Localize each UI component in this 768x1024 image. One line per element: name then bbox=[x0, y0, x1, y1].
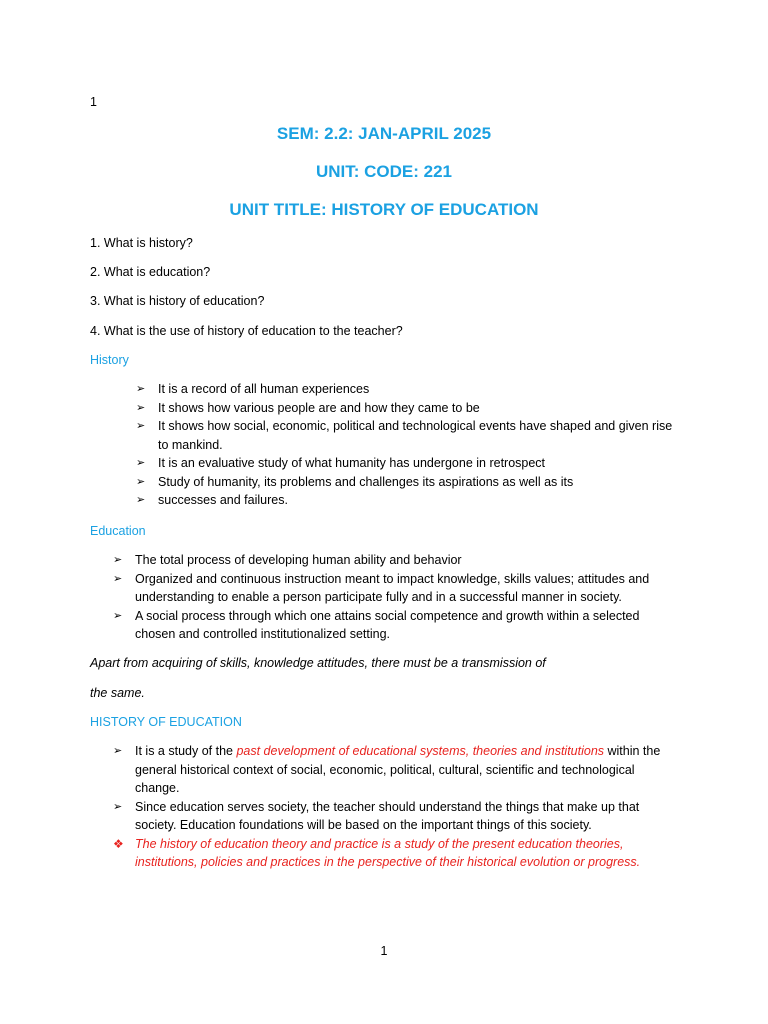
list-item: ➢ It is a study of the past development of educational systems, theories and institutions within the general historical context of social, economic, political, cultural, scientific and technological change. bbox=[113, 744, 661, 795]
arrowhead-bullet-icon: ➢ bbox=[113, 745, 123, 757]
arrowhead-bullet-icon: ➢ bbox=[113, 609, 123, 622]
list-item: ➢ successes and failures. bbox=[136, 491, 681, 510]
history-list bbox=[136, 380, 681, 510]
arrowhead-bullet-icon: ➢ bbox=[136, 475, 146, 488]
list-item: ➢ It shows how social, economic, political and technological events have shaped and given rise to mankind. bbox=[136, 419, 673, 452]
list-item: ➢ It shows how various people are and how they came to be bbox=[136, 399, 681, 418]
education-note-line-2: the same. bbox=[90, 686, 145, 700]
history-of-education-list bbox=[113, 742, 673, 872]
emphasis-text: past development of educational systems, theories and institutions bbox=[236, 744, 605, 758]
unit-code-heading: UNIT: CODE: 221 bbox=[315, 162, 453, 181]
list-item: ➢ Study of humanity, its problems and challenges its aspirations as well as its bbox=[136, 473, 681, 492]
question-3: 3. What is history of education? bbox=[90, 294, 265, 308]
arrowhead-bullet-icon: ➢ bbox=[113, 554, 123, 566]
education-note-line-1: Apart from acquiring of skills, knowledge attitudes, there must be a transmission of bbox=[90, 656, 546, 670]
arrowhead-bullet-icon: ➢ bbox=[136, 401, 146, 414]
arrowhead-bullet-icon: ➢ bbox=[113, 800, 123, 813]
education-section-title: Education bbox=[90, 524, 146, 538]
list-item: ➢ Since education serves society, the teacher should understand the things that make up that society. Education foundations will be based on the important things of this society. bbox=[113, 799, 640, 832]
arrowhead-bullet-icon: ➢ bbox=[136, 383, 146, 395]
unit-title-heading: UNIT TITLE: HISTORY OF EDUCATION bbox=[229, 200, 539, 219]
question-4: 4. What is the use of history of education to the teacher? bbox=[90, 324, 403, 338]
list-item: ➢ A social process through which one attains social competence and growth within a selected chosen and controlled institutionalized setting. bbox=[113, 608, 640, 641]
arrowhead-bullet-icon: ➢ bbox=[136, 457, 146, 469]
four-diamond-bullet-icon: ❖ bbox=[113, 836, 124, 851]
list-item: ❖ The history of education theory and practice is a study of the present education theories, institutions, policies and practices in the perspective of their historical evolution or progress. bbox=[113, 836, 641, 869]
arrowhead-bullet-icon: ➢ bbox=[136, 494, 146, 506]
history-of-education-title: HISTORY OF EDUCATION bbox=[90, 715, 242, 729]
education-list bbox=[113, 551, 673, 644]
arrowhead-bullet-icon: ➢ bbox=[136, 420, 146, 432]
list-item: ➢ The total process of developing human ability and behavior bbox=[113, 551, 673, 570]
list-item: ➢ Organized and continuous instruction meant to impact knowledge, skills values; attitudes and understanding to enable a person participate fully and in a successful manner in society. bbox=[113, 571, 650, 604]
arrowhead-bullet-icon: ➢ bbox=[113, 572, 123, 585]
question-1: 1. What is history? bbox=[90, 236, 193, 250]
page-number-top: 1 bbox=[90, 95, 97, 109]
list-item: ➢ It is an evaluative study of what humanity has undergone in retrospect bbox=[136, 454, 681, 473]
page-number-bottom: 1 bbox=[380, 944, 388, 958]
list-item: ➢ It is a record of all human experiences bbox=[136, 380, 681, 399]
semester-heading: SEM: 2.2: JAN-APRIL 2025 bbox=[276, 124, 492, 143]
history-section-title: History bbox=[90, 353, 129, 367]
question-2: 2. What is education? bbox=[90, 265, 211, 279]
